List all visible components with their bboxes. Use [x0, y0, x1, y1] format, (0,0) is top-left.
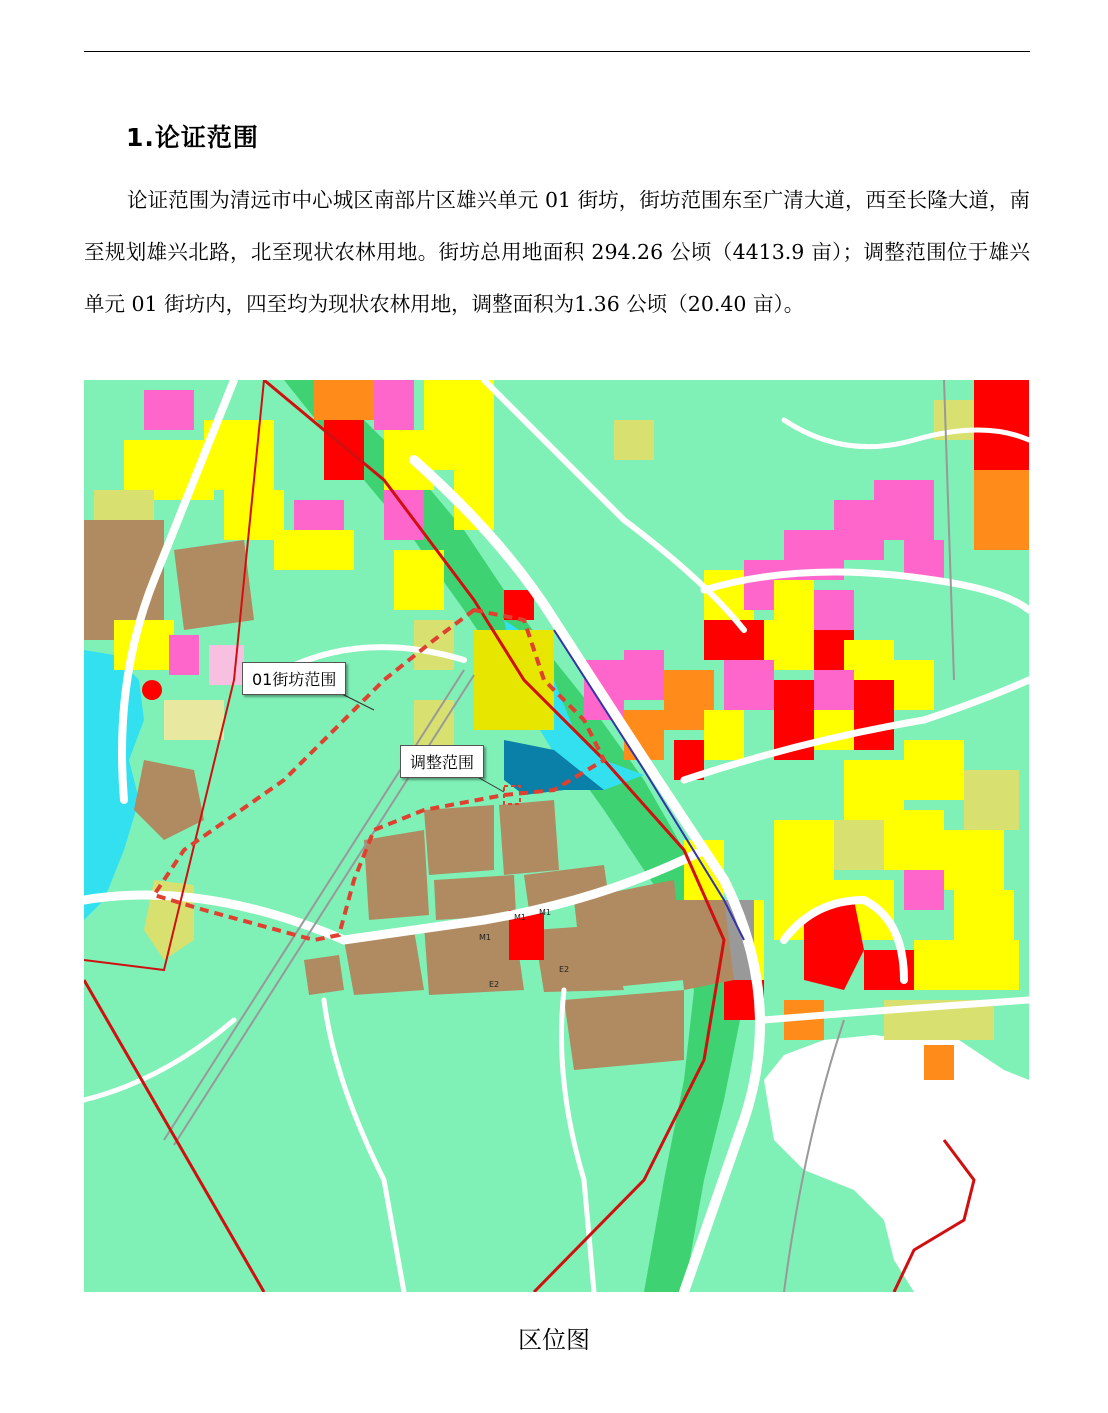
section-paragraph	[84, 174, 1030, 330]
location-map[interactable]	[84, 380, 1029, 1292]
map-caption: 区位图	[518, 1326, 590, 1354]
paragraph-line-1: 论证范围为清远市中心城区南部片区雄兴单元 01 街坊，街坊范围东至广清大道，	[127, 188, 866, 212]
block-scope-label: 01街坊范围	[242, 662, 346, 695]
southeast-lake	[764, 1030, 1029, 1292]
paragraph-line-2: 西至长隆大道，南至规划雄兴北路，北至现状农林用地。街坊总用地面积 294.26 公顷	[84, 188, 1030, 264]
paragraph-line-4: 1.36 公顷（20.40 亩）。	[574, 292, 805, 316]
parcel-code-2: M1	[539, 908, 551, 917]
section-title: 1.论证范围	[126, 123, 259, 152]
parcel-code-3: M1	[514, 913, 526, 922]
paragraph-line-3: （4413.9 亩）；调整范围位于雄兴单元 01 街坊内，四至均为现状农林用地，调整面积为	[84, 240, 1031, 316]
parcel-code-1: M1	[479, 933, 491, 942]
parcel-code-5: E2	[489, 980, 500, 989]
parcel-code-4: E2	[559, 965, 570, 974]
adjust-scope-label: 调整范围	[400, 745, 484, 778]
map-canvas	[84, 380, 1029, 1292]
header-rule	[84, 51, 1030, 52]
